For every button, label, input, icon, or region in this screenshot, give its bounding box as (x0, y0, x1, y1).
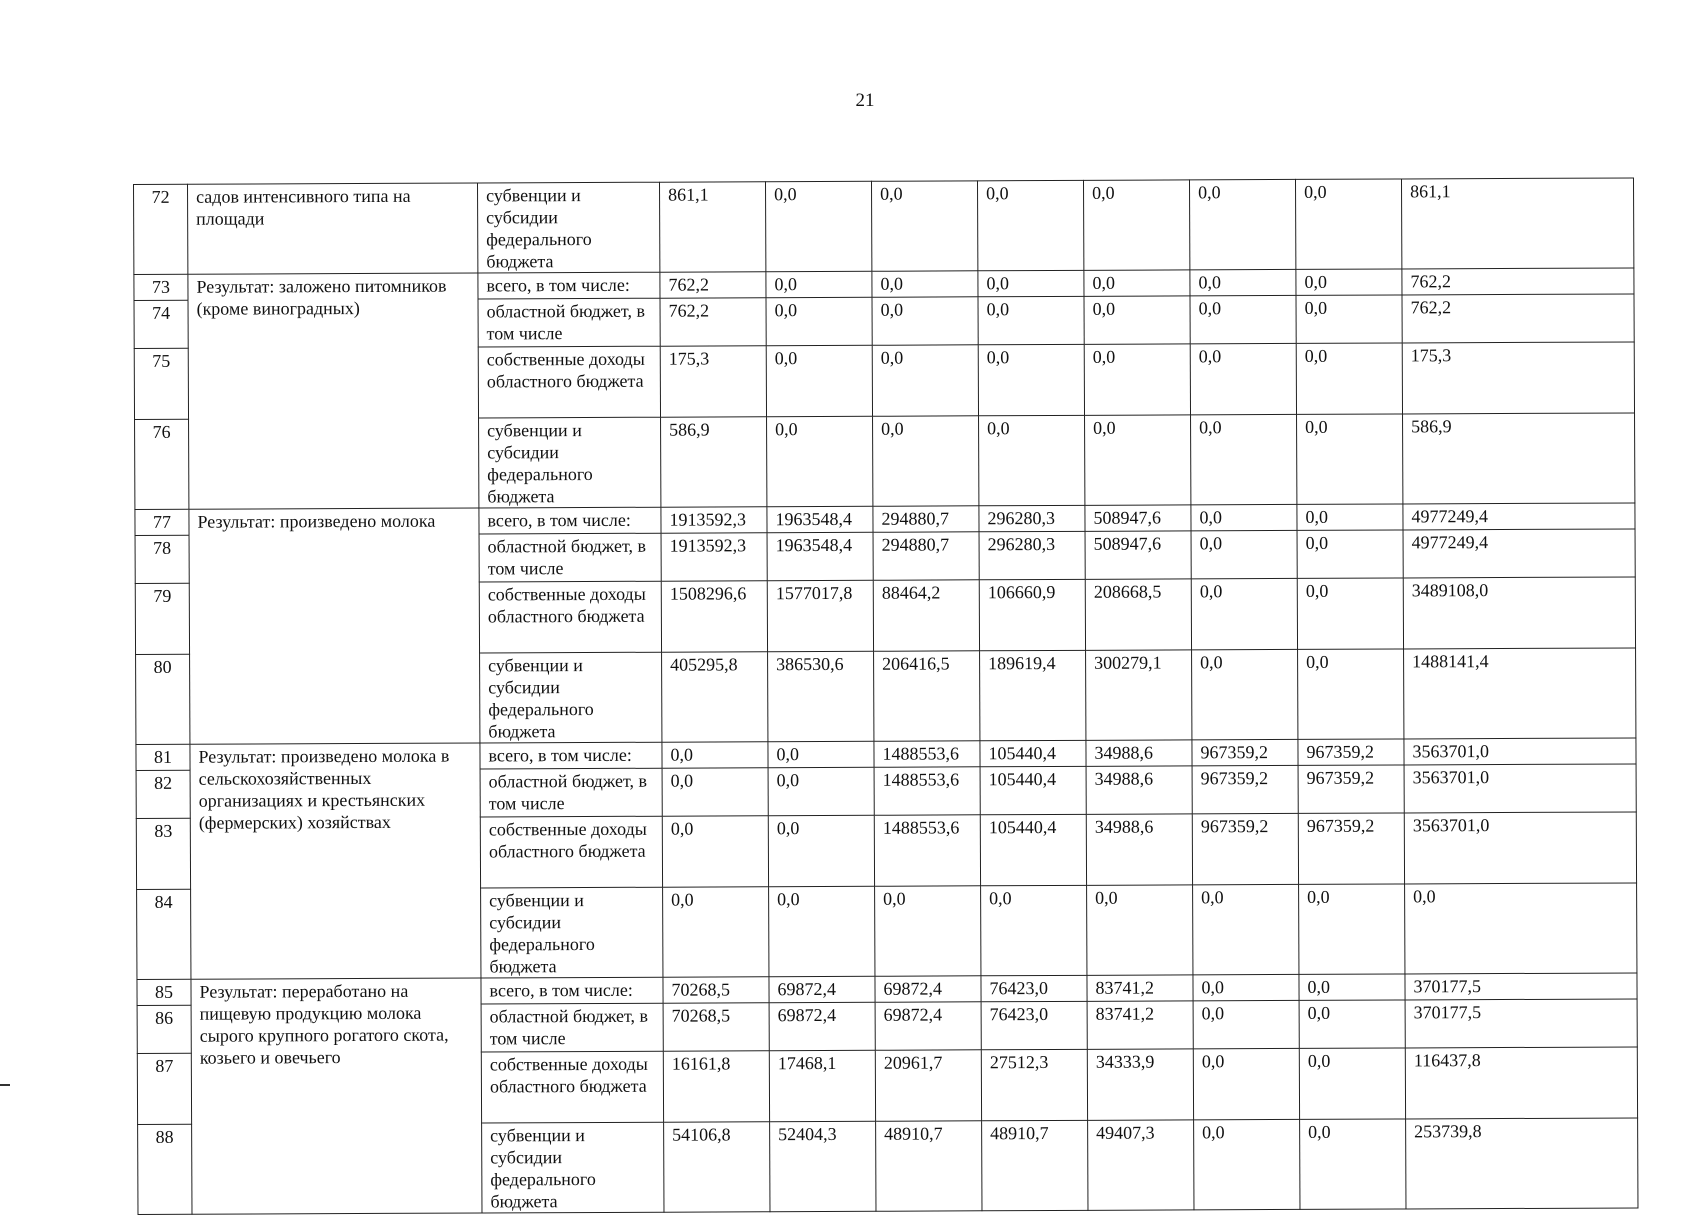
value-cell: 0,0 (1190, 295, 1296, 343)
value-cell: 0,0 (1297, 530, 1403, 578)
value-cell: 1913592,3 (661, 533, 767, 581)
value-cell: 762,2 (660, 272, 766, 298)
value-cell: 508947,6 (1085, 531, 1191, 579)
value-cell: 1508296,6 (661, 581, 767, 652)
value-cell: 0,0 (1189, 179, 1295, 269)
value-cell: 0,0 (768, 815, 874, 886)
value-cell: 967359,2 (1192, 739, 1298, 765)
row-number: 85 (137, 979, 191, 1005)
funding-source: собственные доходы областного бюджета (480, 816, 662, 888)
value-cell: 0,0 (1191, 504, 1297, 530)
row-number: 88 (138, 1124, 192, 1214)
value-cell: 0,0 (872, 297, 978, 345)
total-cell: 0,0 (1405, 883, 1637, 974)
value-cell: 294880,7 (873, 506, 979, 532)
funding-source: собственные доходы областного бюджета (481, 1051, 663, 1123)
result-description: Результат: произведено молока (189, 508, 480, 744)
row-number: 86 (137, 1005, 191, 1053)
funding-source: субвенции и субсидии федерального бюджета (477, 182, 659, 273)
value-cell: 0,0 (1191, 530, 1297, 578)
total-cell: 175,3 (1402, 342, 1634, 414)
value-cell: 0,0 (1299, 974, 1405, 1000)
funding-source: субвенции и субсидии федерального бюджета (482, 1122, 664, 1213)
value-cell: 0,0 (766, 345, 872, 416)
value-cell: 70268,5 (663, 1003, 769, 1051)
row-number: 74 (134, 300, 188, 348)
value-cell: 0,0 (765, 181, 871, 271)
funding-source: областной бюджет, в том числе (479, 533, 661, 582)
value-cell: 0,0 (1300, 1119, 1406, 1209)
total-cell: 762,2 (1402, 268, 1634, 295)
value-cell: 0,0 (1297, 578, 1403, 649)
value-cell: 0,0 (767, 416, 873, 506)
value-cell: 508947,6 (1085, 505, 1191, 531)
value-cell: 0,0 (1194, 1119, 1300, 1209)
funding-source: субвенции и субсидии федерального бюджета (481, 887, 663, 978)
value-cell: 0,0 (1296, 269, 1402, 295)
result-description: Результат: заложено питомников (кроме виноградных) (188, 273, 479, 509)
table-row (134, 178, 1634, 275)
total-cell: 116437,8 (1405, 1047, 1637, 1119)
value-cell: 1488553,6 (874, 741, 980, 767)
value-cell: 967359,2 (1298, 765, 1404, 813)
funding-source: всего, в том числе: (481, 977, 663, 1004)
value-cell: 0,0 (1193, 1000, 1299, 1048)
value-cell: 0,0 (1299, 1048, 1405, 1119)
total-cell: 370177,5 (1405, 973, 1637, 1000)
value-cell: 1913592,3 (661, 507, 767, 533)
budget-table (133, 177, 1638, 1215)
value-cell: 0,0 (1083, 180, 1189, 270)
total-cell: 370177,5 (1405, 999, 1637, 1048)
value-cell: 27512,3 (981, 1049, 1087, 1120)
value-cell: 0,0 (1193, 1048, 1299, 1119)
value-cell: 0,0 (663, 887, 769, 977)
value-cell: 1488553,6 (874, 815, 980, 886)
value-cell: 34988,6 (1086, 766, 1192, 814)
value-cell: 49407,3 (1088, 1120, 1194, 1210)
value-cell: 0,0 (662, 816, 768, 887)
value-cell: 34988,6 (1086, 740, 1192, 766)
result-description: Результат: переработано на пищевую продукцию молока сырого крупного рогатого скота, козьего и овечьего (191, 978, 482, 1214)
value-cell: 1577017,8 (767, 580, 873, 651)
value-cell: 1963548,4 (767, 506, 873, 532)
value-cell: 1488553,6 (874, 767, 980, 815)
total-cell: 3563701,0 (1404, 812, 1636, 884)
value-cell: 34333,9 (1087, 1049, 1193, 1120)
funding-source: всего, в том числе: (480, 742, 662, 769)
value-cell: 967359,2 (1192, 813, 1298, 884)
value-cell: 0,0 (871, 181, 977, 271)
funding-source: областной бюджет, в том числе (478, 298, 660, 347)
value-cell: 0,0 (978, 344, 1084, 415)
value-cell: 967359,2 (1192, 765, 1298, 813)
value-cell: 0,0 (1296, 343, 1402, 414)
value-cell: 0,0 (979, 415, 1085, 505)
row-number: 73 (134, 274, 188, 300)
row-number: 72 (134, 184, 188, 274)
value-cell: 0,0 (766, 271, 872, 297)
budget-table-body (134, 178, 1638, 1215)
result-description: Результат: произведено молока в сельскохозяйственных организациях и крестьянских (фермерских) хозяйствах (190, 743, 481, 979)
row-number: 77 (135, 509, 189, 535)
value-cell: 17468,1 (769, 1050, 875, 1121)
row-number: 84 (137, 889, 191, 979)
value-cell: 0,0 (766, 297, 872, 345)
value-cell: 0,0 (1190, 343, 1296, 414)
value-cell: 0,0 (1298, 649, 1404, 739)
value-cell: 0,0 (978, 270, 1084, 296)
value-cell: 0,0 (1084, 296, 1190, 344)
funding-source: субвенции и субсидии федерального бюджета (479, 417, 661, 508)
value-cell: 0,0 (1296, 295, 1402, 343)
value-cell: 0,0 (977, 180, 1083, 270)
value-cell: 0,0 (1295, 179, 1401, 269)
value-cell: 294880,7 (873, 532, 979, 580)
value-cell: 586,9 (661, 417, 767, 507)
row-number: 83 (136, 818, 190, 889)
value-cell: 48910,7 (982, 1120, 1088, 1210)
value-cell: 175,3 (660, 346, 766, 417)
row-number: 75 (134, 348, 188, 419)
value-cell: 69872,4 (769, 1002, 875, 1050)
value-cell: 0,0 (768, 767, 874, 815)
value-cell: 967359,2 (1298, 813, 1404, 884)
row-number: 82 (136, 770, 190, 818)
value-cell: 861,1 (659, 182, 765, 272)
value-cell: 208668,5 (1085, 579, 1191, 650)
value-cell: 105440,4 (980, 740, 1086, 766)
value-cell: 52404,3 (770, 1121, 876, 1211)
value-cell: 0,0 (872, 345, 978, 416)
value-cell: 0,0 (662, 742, 768, 768)
value-cell: 83741,2 (1087, 975, 1193, 1001)
value-cell: 88464,2 (873, 580, 979, 651)
value-cell: 0,0 (769, 886, 875, 976)
row-number: 78 (135, 535, 189, 583)
value-cell: 34988,6 (1086, 814, 1192, 885)
value-cell: 69872,4 (769, 976, 875, 1002)
result-description: садов интенсивного типа на площади (188, 183, 478, 274)
value-cell: 0,0 (1193, 884, 1299, 974)
row-number: 80 (136, 654, 190, 744)
value-cell: 0,0 (1299, 884, 1405, 974)
value-cell: 0,0 (978, 296, 1084, 344)
value-cell: 296280,3 (979, 531, 1085, 579)
value-cell: 0,0 (1299, 1000, 1405, 1048)
page-number: 21 (855, 90, 875, 111)
value-cell: 0,0 (1085, 415, 1191, 505)
value-cell: 0,0 (1297, 504, 1403, 530)
funding-source: областной бюджет, в том числе (481, 1003, 663, 1052)
row-number: 79 (135, 583, 189, 654)
value-cell: 1963548,4 (767, 532, 873, 580)
value-cell: 296280,3 (979, 505, 1085, 531)
value-cell: 0,0 (872, 271, 978, 297)
total-cell: 3563701,0 (1404, 764, 1636, 813)
value-cell: 69872,4 (875, 976, 981, 1002)
value-cell: 0,0 (873, 416, 979, 506)
funding-source: субвенции и субсидии федерального бюджета (480, 652, 662, 743)
value-cell: 0,0 (1190, 269, 1296, 295)
value-cell: 0,0 (981, 885, 1087, 975)
funding-source: собственные доходы областного бюджета (478, 346, 660, 418)
funding-source: собственные доходы областного бюджета (479, 581, 661, 653)
total-cell: 3563701,0 (1404, 738, 1636, 765)
value-cell: 48910,7 (876, 1121, 982, 1211)
value-cell: 0,0 (1084, 344, 1190, 415)
margin-mark (0, 1084, 10, 1086)
total-cell: 4977249,4 (1403, 529, 1635, 578)
value-cell: 76423,0 (981, 1001, 1087, 1049)
funding-source: областной бюджет, в том числе (480, 768, 662, 817)
funding-source: всего, в том числе: (478, 272, 660, 299)
value-cell: 0,0 (1193, 974, 1299, 1000)
value-cell: 0,0 (1087, 885, 1193, 975)
total-cell: 3489108,0 (1403, 577, 1635, 649)
value-cell: 0,0 (1191, 414, 1297, 504)
value-cell: 0,0 (768, 741, 874, 767)
value-cell: 0,0 (875, 886, 981, 976)
total-cell: 253739,8 (1406, 1118, 1638, 1209)
row-number: 81 (136, 744, 190, 770)
value-cell: 0,0 (1297, 414, 1403, 504)
total-cell: 4977249,4 (1403, 503, 1635, 530)
value-cell: 300279,1 (1086, 650, 1192, 740)
value-cell: 54106,8 (664, 1122, 770, 1212)
value-cell: 83741,2 (1087, 1001, 1193, 1049)
value-cell: 0,0 (1084, 270, 1190, 296)
value-cell: 105440,4 (980, 814, 1086, 885)
value-cell: 20961,7 (875, 1050, 981, 1121)
value-cell: 189619,4 (980, 650, 1086, 740)
value-cell: 106660,9 (979, 579, 1085, 650)
value-cell: 762,2 (660, 298, 766, 346)
total-cell: 861,1 (1401, 178, 1633, 269)
value-cell: 76423,0 (981, 975, 1087, 1001)
row-number: 87 (137, 1053, 191, 1124)
value-cell: 0,0 (1191, 578, 1297, 649)
total-cell: 762,2 (1402, 294, 1634, 343)
value-cell: 386530,6 (768, 651, 874, 741)
total-cell: 1488141,4 (1404, 648, 1636, 739)
value-cell: 69872,4 (875, 1002, 981, 1050)
total-cell: 586,9 (1403, 413, 1635, 504)
value-cell: 206416,5 (874, 651, 980, 741)
row-number: 76 (135, 419, 189, 509)
value-cell: 70268,5 (663, 977, 769, 1003)
value-cell: 16161,8 (663, 1051, 769, 1122)
value-cell: 0,0 (1192, 649, 1298, 739)
value-cell: 405295,8 (662, 652, 768, 742)
value-cell: 0,0 (662, 768, 768, 816)
value-cell: 967359,2 (1298, 739, 1404, 765)
funding-source: всего, в том числе: (479, 507, 661, 534)
value-cell: 105440,4 (980, 766, 1086, 814)
